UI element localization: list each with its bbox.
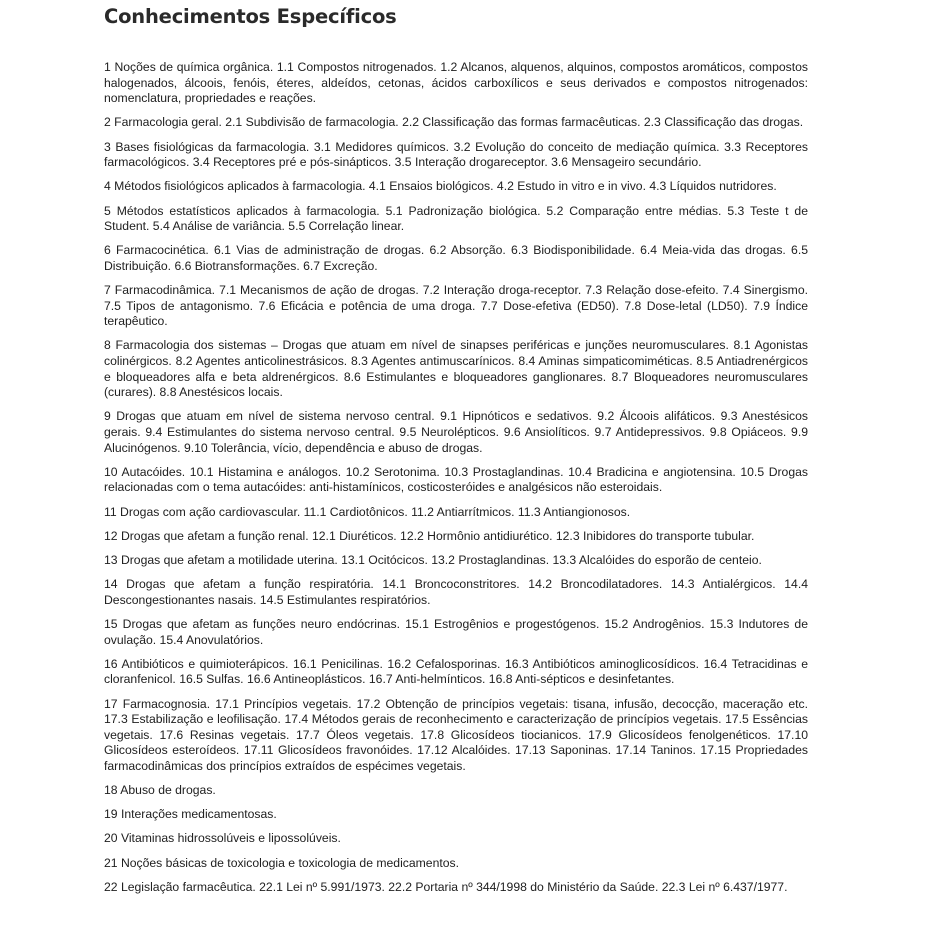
- syllabus-item-8: 8 Farmacologia dos sistemas – Drogas que atuam em nível de sinapses periféricas e junções neuromusculares. 8.1 Agonistas colinérgicos. 8.2 Agentes anticolinestrásicos. 8.3 Agentes antimuscarínicos. 8.4 Aminas simpaticomiméticas. 8.5 Antiadrenérgicos e bloqueadores alfa e beta aldrenérgicos. 8.6 Estimulantes e bloqueadores ganglionares. 8.7 Bloqueadores neuromusculares (curares). 8.8 Anestésicos locais.: [104, 338, 808, 400]
- syllabus-item-17: 17 Farmacognosia. 17.1 Princípios vegetais. 17.2 Obtenção de princípios vegetais: tisana, infusão, decocção, maceração etc. 17.3 Estabilização e leofilisação. 17.4 Métodos gerais de reconhecimento e caracterização de princípios vegetais. 17.5 Essências vegetais. 17.6 Resinas vegetais. 17.7 Óleos vegetais. 17.8 Glicosídeos tiocianicos. 17.9 Glicosídeos fenolgenéticos. 17.10 Glicosídeos esteroídeos. 17.11 Glicosídeos fravonóides. 17.12 Alcalóides. 17.13 Saponinas. 17.14 Taninos. 17.15 Propriedades farmacodinâmicas dos princípios extraídos de espécimes vegetais.: [104, 696, 808, 773]
- syllabus-item-16: 16 Antibióticos e quimioterápicos. 16.1 Penicilinas. 16.2 Cefalosporinas. 16.3 Antibióticos aminoglicosídicos. 16.4 Tetracidinas e cloranfenicol. 16.5 Sulfas. 16.6 Antineoplásticos. 16.7 Anti-helmínticos. 16.8 Anti-sépticos e desinfetantes.: [104, 656, 808, 687]
- syllabus-item-3: 3 Bases fisiológicas da farmacologia. 3.1 Medidores químicos. 3.2 Evolução do conceito de mediação química. 3.3 Receptores farmacológicos. 3.4 Receptores pré e pós-sinápticos. 3.5 Interação drogareceptor. 3.6 Mensageiro secundário.: [104, 139, 808, 170]
- syllabus-item-20: 20 Vitaminas hidrossolúveis e lipossolúveis.: [104, 831, 341, 846]
- syllabus-item-2: 2 Farmacologia geral. 2.1 Subdivisão de farmacologia. 2.2 Classificação das formas farmacêuticas. 2.3 Classificação das drogas.: [104, 115, 804, 130]
- syllabus-item-19: 19 Interações medicamentosas.: [104, 807, 277, 822]
- syllabus-item-7: 7 Farmacodinâmica. 7.1 Mecanismos de ação de drogas. 7.2 Interação droga-receptor. 7.3 Relação dose-efeito. 7.4 Sinergismo. 7.5 Tipos de antagonismo. 7.6 Eficácia e potência de uma droga. 7.7 Dose-efetiva (ED50). 7.8 Dose-letal (LD50). 7.9 Índice terapêutico.: [104, 283, 808, 329]
- syllabus-item-13: 13 Drogas que afetam a motilidade uterina. 13.1 Ocitócicos. 13.2 Prostaglandinas. 13.3 Alcalóides do esporão de centeio.: [104, 552, 762, 567]
- syllabus-item-4: 4 Métodos fisiológicos aplicados à farmacologia. 4.1 Ensaios biológicos. 4.2 Estudo in vitro e in vivo. 4.3 Líquidos nutridores.: [104, 179, 777, 194]
- syllabus-item-12: 12 Drogas que afetam a função renal. 12.1 Diuréticos. 12.2 Hormônio antidiurético. 12.3 Inibidores do transporte tubular.: [104, 528, 755, 543]
- syllabus-item-9: 9 Drogas que atuam em nível de sistema nervoso central. 9.1 Hipnóticos e sedativos. 9.2 Álcoois alifáticos. 9.3 Anestésicos gerais. 9.4 Estimulantes do sistema nervoso central. 9.5 Neurolépticos. 9.6 Ansiolíticos. 9.7 Antidepressivos. 9.8 Opiáceos. 9.9 Alucinógenos. 9.10 Tolerância, vício, dependência e abuso de drogas.: [104, 409, 808, 455]
- syllabus-list: [104, 60, 808, 895]
- document-page: [104, 4, 808, 904]
- syllabus-item-18: 18 Abuso de drogas.: [104, 783, 216, 798]
- syllabus-item-14: 14 Drogas que afetam a função respiratória. 14.1 Broncoconstritores. 14.2 Broncodilatadores. 14.3 Antialérgicos. 14.4 Descongestionantes nasais. 14.5 Estimulantes respiratórios.: [104, 577, 808, 607]
- syllabus-item-15: 15 Drogas que afetam as funções neuro endócrinas. 15.1 Estrogênios e progestógenos. 15.2 Androgênios. 15.3 Indutores de ovulação. 15.4 Anovulatórios.: [104, 616, 808, 647]
- syllabus-item-10: 10 Autacóides. 10.1 Histamina e análogos. 10.2 Serotonima. 10.3 Prostaglandinas. 10.4 Bradicina e angiotensina. 10.5 Drogas relacionadas com o tema autacóides: anti-histamínicos, costicosteróides e analgésicos não esteroidais.: [104, 464, 808, 495]
- syllabus-item-21: 21 Noções básicas de toxicologia e toxicologia de medicamentos.: [104, 855, 459, 870]
- syllabus-item-11: 11 Drogas com ação cardiovascular. 11.1 Cardiotônicos. 11.2 Antiarrítmicos. 11.3 Antiangionosos.: [104, 504, 631, 519]
- syllabus-item-1: 1 Noções de química orgânica. 1.1 Compostos nitrogenados. 1.2 Alcanos, alquenos, alquinos, compostos aromáticos, compostos halogenados, álcoois, fenóis, éteres, aldeídos, cetonas, ácidos carboxílicos e seus derivados e compostos nitrogenados: nomenclatura, propriedades e reações.: [104, 60, 808, 106]
- syllabus-item-22: 22 Legislação farmacêutica. 22.1 Lei nº 5.991/1973. 22.2 Portaria nº 344/1998 do Ministério da Saúde. 22.3 Lei nº 6.437/1977.: [104, 879, 788, 894]
- syllabus-item-6: 6 Farmacocinética. 6.1 Vias de administração de drogas. 6.2 Absorção. 6.3 Biodisponibilidade. 6.4 Meia-vida das drogas. 6.5 Distribuição. 6.6 Biotransformações. 6.7 Excreção.: [104, 243, 808, 273]
- syllabus-item-5: 5 Métodos estatísticos aplicados à farmacologia. 5.1 Padronização biológica. 5.2 Comparação entre médias. 5.3 Teste t de Student. 5.4 Análise de variância. 5.5 Correlação linear.: [104, 203, 808, 234]
- page-title: Conhecimentos Específicos: [104, 5, 397, 28]
